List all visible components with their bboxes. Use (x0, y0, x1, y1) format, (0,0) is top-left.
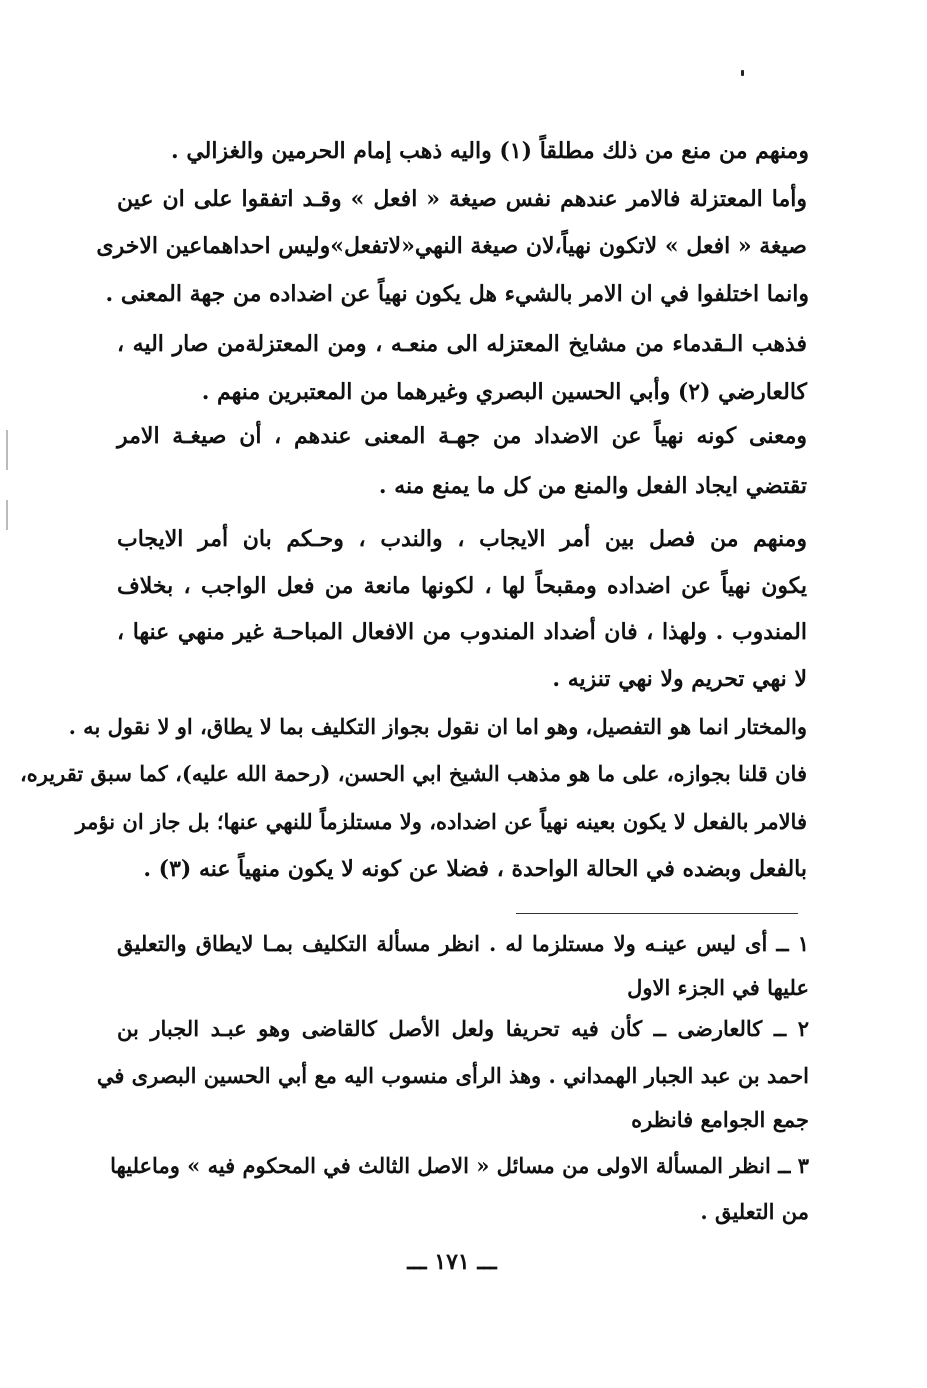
body-line: ومنهم من فصل بين أمر الايجاب ، والندب ، وحـكم بان أمر الايجاب (117, 526, 807, 552)
body-line: فذهب الـقدماء من مشايخ المعتزله الى منعـه ، ومن المعتزلةمن صار اليه ، (117, 331, 807, 357)
footnote-line: من التعليق . (700, 1199, 809, 1224)
footnote-line: احمد بن عبد الجبار الهمداني . وهذ الرأى منسوب اليه مع أبي الحسين البصرى في (96, 1063, 809, 1088)
footnote-line: عليها في الجزء الاول (627, 975, 809, 1000)
body-line: فان قلنا بجوازه، على ما هو مذهب الشيخ ابي الحسن، (رحمة الله عليه)، كما سبق تقريره، (19, 761, 807, 786)
body-line: المندوب . ولهذا ، فان أضداد المندوب من الافعال المباحـة غير منهي عنها ، (117, 619, 807, 645)
body-line: تقتضي ايجاد الفعل والمنع من كل ما يمنع منه . (378, 473, 807, 499)
footnote-line: ٣ ــ انظر المسألة الاولى من مسائل « الاصل الثالث في المحكوم فيه » وماعليها (110, 1153, 809, 1178)
page-number: ـــ ١٧١ ـــ (407, 1249, 497, 1275)
footnote-separator (516, 913, 798, 914)
body-line: يكون نهياً عن اضداده ومقبحاً لها ، لكونها مانعة من فعل الواجب ، بخلاف (117, 573, 807, 599)
footnote-line: جمع الجوامع فانظره (631, 1107, 809, 1132)
body-line: فالامر بالفعل لا يكون بعينه نهياً عن اضداده، ولا مستلزماً للنهي عنها؛ بل جاز ان نؤمر (75, 809, 807, 834)
body-line: بالفعل وبضده في الحالة الواحدة ، فضلا عن كونه لا يكون منهياً عنه (٣) . (143, 856, 807, 882)
footnote-line: ٢ ــ كالعارضى ــ كأن فيه تحريفا ولعل الأصل كالقاضى وهو عبـد الجبار بن (117, 1016, 809, 1041)
scan-edge-mark (6, 430, 8, 470)
body-line: لا نهي تحريم ولا نهي تنزيه . (552, 666, 807, 692)
ink-speck (741, 70, 744, 76)
body-line: ومنهم من منع من ذلك مطلقاً (١) واليه ذهب إمام الحرمين والغزالي . (171, 138, 809, 164)
body-line: صيغة « افعل » لاتكون نهياً،لان صيغة النهي«لاتفعل»وليس احداهماعين الاخرى (96, 233, 807, 259)
body-line: والمختار انما هو التفصيل، وهو اما ان نقول بجواز التكليف بما لا يطاق، او لا نقول به . (68, 714, 807, 739)
body-line: وأما المعتزلة فالامر عندهم نفس صيغة « افعل » وقـد اتفقوا على ان عين (117, 186, 807, 212)
body-line: وانما اختلفوا في ان الامر بالشيء هل يكون نهياً عن اضداده من جهة المعنى . (105, 281, 809, 307)
footnote-line: ١ ــ أى ليس عينـه ولا مستلزما له . انظر مسألة التكليف بمـا لايطاق والتعليق (117, 931, 809, 956)
body-line: ومعنى كونه نهياً عن الاضداد من جهـة المعنى عندهم ، أن صيغـة الامر (117, 423, 807, 449)
body-line: كالعارضي (٢) وأبي الحسين البصري وغيرهما من المعتبرين منهم . (201, 379, 807, 405)
scan-edge-mark (6, 500, 8, 530)
